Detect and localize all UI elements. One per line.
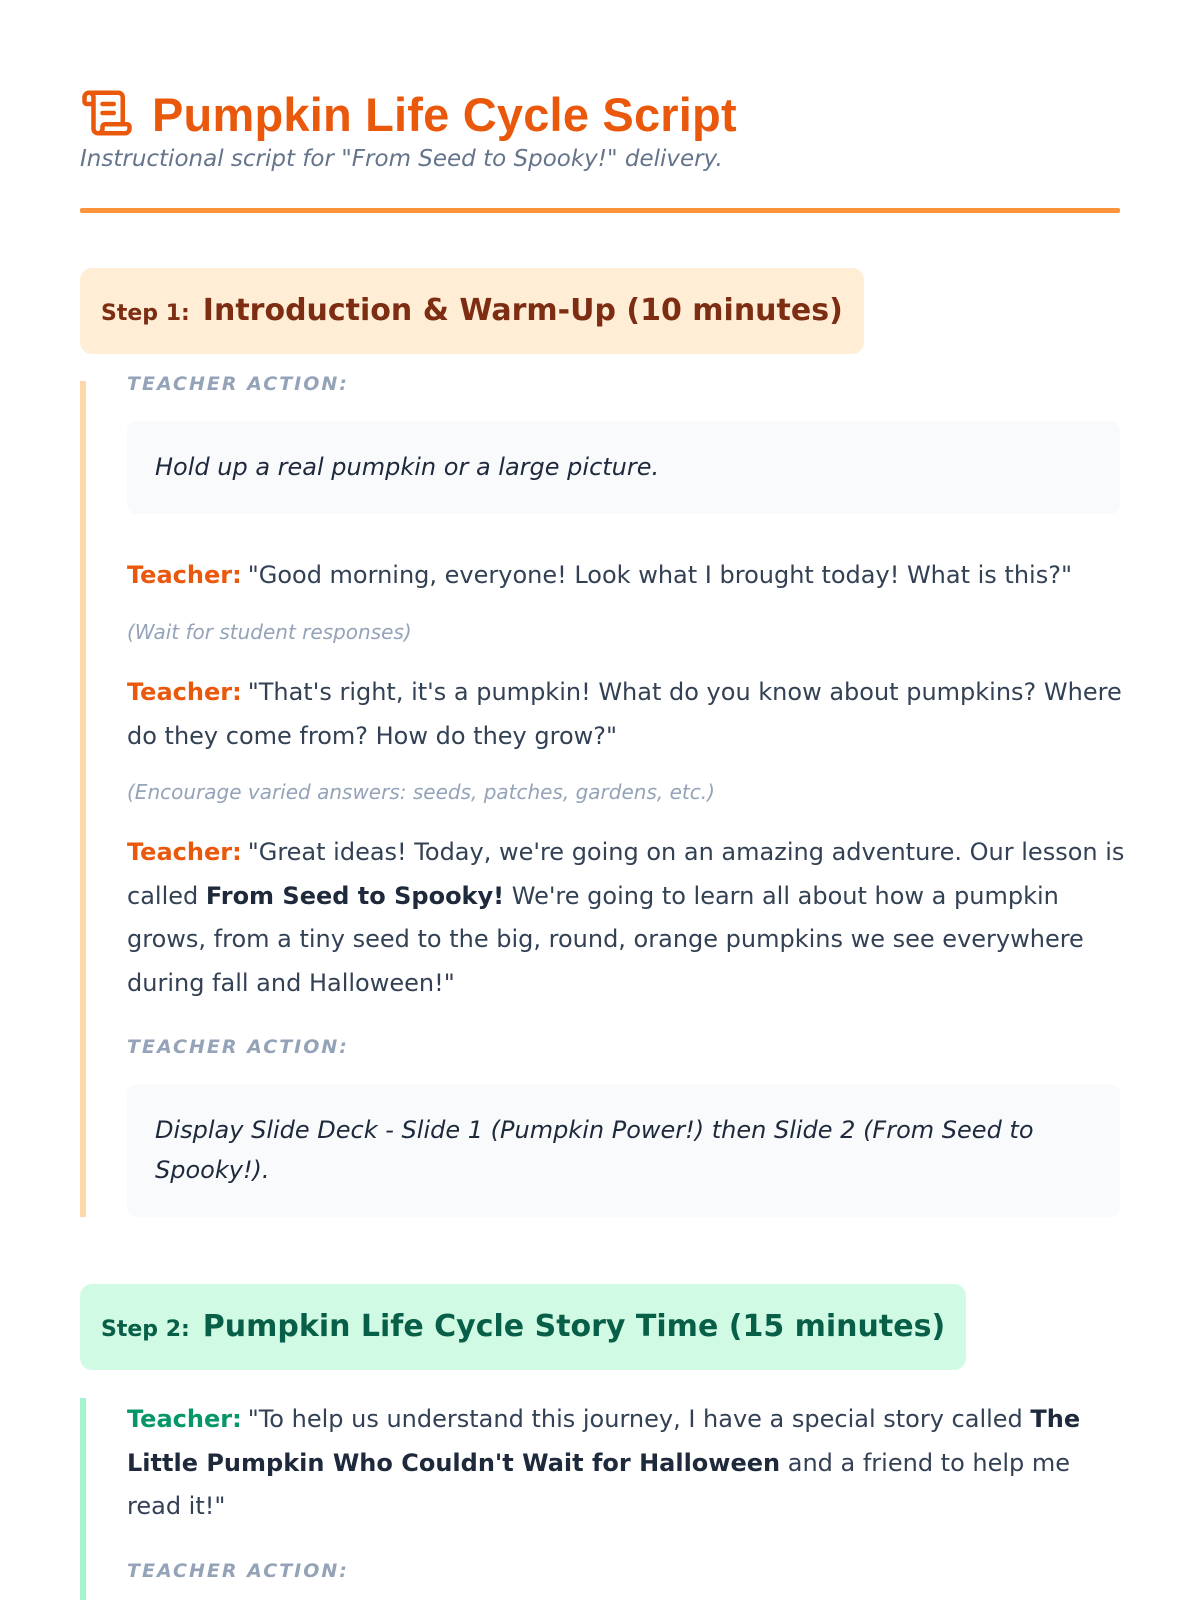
dialogue-line xyxy=(127,554,1127,598)
dialogue-text: "To help us understand this journey, I have a special story called xyxy=(247,1405,1031,1433)
dialogue-text: "Great ideas! Today, we're going on an amazing adventure. Our lesson is called xyxy=(127,838,1125,910)
dialogue-line xyxy=(127,1398,1127,1529)
teacher-action-box xyxy=(127,421,1120,514)
speaker-label: Teacher: xyxy=(127,678,242,706)
title-row xyxy=(80,84,1120,144)
dialogue-text: We're going to learn all about how a pumpkin grows, from a tiny seed to the big, round, orange pumpkins we see everywhere during fall and Halloween!" xyxy=(127,881,1084,997)
speaker-label: Teacher: xyxy=(127,838,242,866)
teacher-action-label: TEACHER ACTION: xyxy=(127,1036,349,1058)
header-divider xyxy=(80,208,1120,213)
teacher-action-label: TEACHER ACTION: xyxy=(127,373,349,395)
step-1-title: Introduction & Warm-Up (10 minutes) xyxy=(202,293,843,328)
speaker-label: Teacher: xyxy=(127,561,242,589)
teacher-action-label: TEACHER ACTION: xyxy=(127,1560,349,1582)
lesson-name: From Seed to Spooky! xyxy=(205,881,505,910)
dialogue-line xyxy=(127,671,1127,758)
teacher-action-text: Display Slide Deck - Slide 1 (Pumpkin Power!) then Slide 2 (From Seed to Spooky!). xyxy=(155,1116,1034,1184)
page-title: Pumpkin Life Cycle Script xyxy=(152,87,737,141)
dialogue-text: "That's right, it's a pumpkin! What do you know about pumpkins? Where do they come from? How do they grow?" xyxy=(127,678,1122,750)
stage-note: (Wait for student responses) xyxy=(127,620,412,644)
dialogue-text: "Good morning, everyone! Look what I brought today! What is this?" xyxy=(247,561,1072,589)
scroll-icon xyxy=(80,84,152,144)
step-2-title: Pumpkin Life Cycle Story Time (15 minutes) xyxy=(202,1309,946,1344)
dialogue-line xyxy=(127,831,1127,1005)
page-header xyxy=(80,84,1120,172)
step-2-heading xyxy=(80,1284,966,1370)
teacher-action-text: Hold up a real pumpkin or a large picture. xyxy=(155,453,660,481)
step-1-label: Step 1: xyxy=(101,301,190,326)
dialogue-text: and a friend to help me read it!" xyxy=(127,1448,1071,1520)
step-1-heading xyxy=(80,268,864,354)
step-2-label: Step 2: xyxy=(101,1317,190,1342)
teacher-action-box xyxy=(127,1084,1120,1217)
stage-note: (Encourage varied answers: seeds, patches, gardens, etc.) xyxy=(127,780,715,804)
page-subtitle: Instructional script for "From Seed to Spooky!" delivery. xyxy=(80,146,723,172)
speaker-label: Teacher: xyxy=(127,1405,242,1433)
story-title: The Little Pumpkin Who Couldn't Wait for Halloween xyxy=(127,1405,1081,1477)
